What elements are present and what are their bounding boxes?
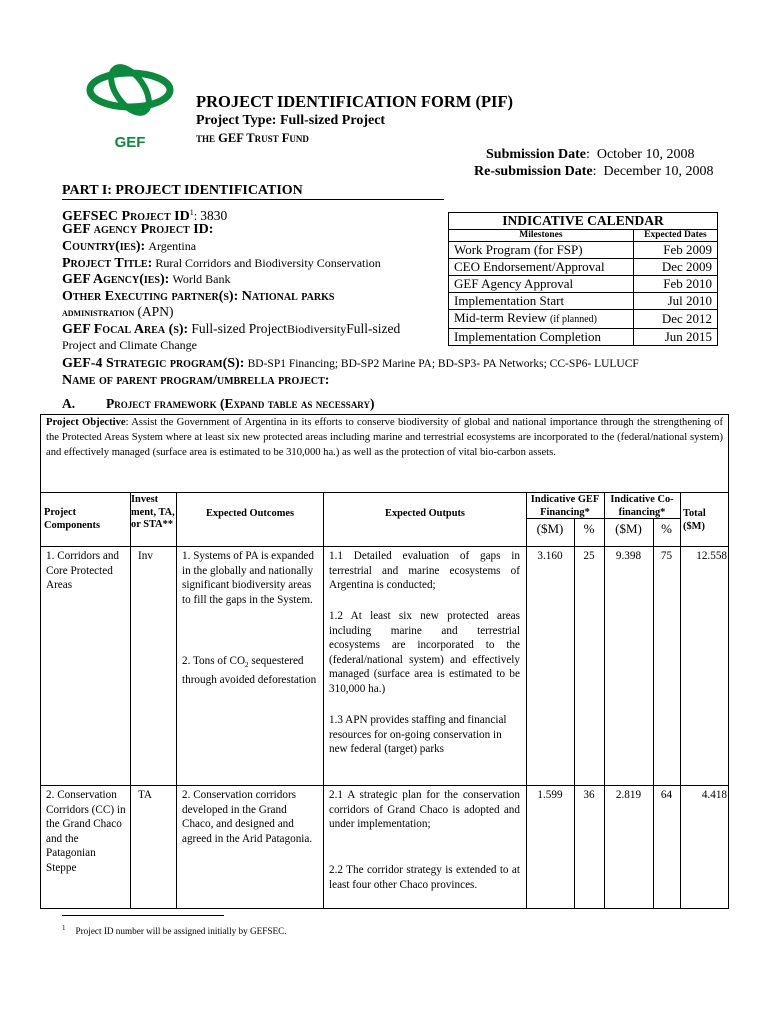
- col-header-gef-pct: %: [583, 521, 595, 536]
- country-value: Argentina: [148, 239, 197, 253]
- row2-output-1: 2.1 A strategic plan for the conservation corridors of Grand Chaco is adopted and under implementation;: [329, 789, 520, 831]
- agency-project-id: [62, 221, 452, 238]
- row2-gef-pct: 36: [583, 789, 595, 801]
- row2-cofin-m: 2.819: [615, 789, 642, 801]
- row1-outcome-2-rest: sequestered through avoided deforestation: [182, 655, 317, 686]
- calendar-milestone: Work Program (for FSP): [449, 242, 634, 259]
- col-header-gef-sm: ($M): [536, 521, 564, 536]
- row1-cofin-m: 9.398: [615, 550, 642, 562]
- row2-output-2: 2.2 The corridor strategy is extended to at least four other Chaco provinces.: [329, 864, 520, 891]
- parent-program-label: Name of parent program/umbrella project:: [62, 373, 330, 388]
- objective-label: Project Objective: [46, 417, 126, 428]
- table-divider: [680, 493, 681, 909]
- objective-text: : Assist the Government of Argentina in its efforts to conserve biodiversity of global and national importance through the strengthening of the Protected Areas System where at least six new protected areas including marine and terrestrial ecosystems are incorporated to the (federal/national system) and effectively managed (surface area is estimated to be 310,000 ha.) as well as the protection of vital bio-carbon assets.: [46, 417, 723, 458]
- row1-output-2: 1.2 At least six new protected areas including marine and terrestrial ecosystems are incorporated to the (federal/national system) and effectively managed (surface area is estimated to be 310,000 ha.): [329, 610, 520, 695]
- calendar-milestone: GEF Agency Approval: [449, 276, 634, 293]
- col-header-gef-financing: Indicative GEF Financing*: [530, 494, 600, 518]
- row1-outcome-2-text: 2. Tons of CO: [182, 655, 246, 667]
- col-header-cofin-sm: ($M): [615, 521, 642, 536]
- focal-area-label: GEF Focal Area (s):: [62, 322, 189, 337]
- part1-underline: [62, 199, 444, 200]
- col-header-cofin-pct: %: [661, 521, 672, 536]
- project-objective: [40, 414, 729, 493]
- table-divider: [40, 546, 729, 547]
- project-title: [62, 255, 452, 272]
- submission-label: Submission Date: [486, 147, 586, 162]
- calendar-col-dates: Expected Dates: [633, 230, 717, 242]
- row2-gef-m: 1.599: [537, 789, 563, 801]
- calendar-date: Jun 2015: [633, 329, 717, 346]
- gefsec-footnote-ref: 1: [189, 208, 194, 217]
- footnote-number: 1: [62, 924, 66, 932]
- row2-outcome-1: 2. Conservation corridors developed in the Grand Chaco, and designed and agreed in the Arid Patagonia.: [182, 789, 313, 845]
- parent-program: [62, 372, 329, 389]
- gef-logo: [82, 62, 178, 152]
- calendar-milestone-note: (if planned): [550, 314, 597, 325]
- focal-area-cont: [62, 337, 452, 353]
- table-divider: [130, 493, 131, 909]
- other-partner-label: Other Executing partner(s): National parks: [62, 289, 335, 304]
- row1-gef-m: 3.160: [537, 550, 563, 562]
- calendar-date: Jul 2010: [633, 293, 717, 310]
- row2-cofin-pct: 64: [660, 789, 673, 801]
- row1-total: 12.558: [696, 550, 727, 562]
- gef-agency: [62, 271, 452, 288]
- other-executing-partner-cont: [62, 304, 452, 320]
- row2-component: 2. Conservation Corridors (CC) in the Grand Chaco and the Patagonian Steppe: [46, 789, 126, 874]
- agency-id-label: GEF agency Project ID:: [62, 222, 214, 237]
- row1-type: Inv: [138, 550, 153, 562]
- section-a-heading: [62, 396, 375, 412]
- calendar-title: INDICATIVE CALENDAR: [449, 213, 718, 230]
- col-header-investment: Invest ment, TA, or STA**: [131, 494, 175, 530]
- calendar-row: [449, 329, 718, 346]
- gef-agency-label: GEF Agency(ies):: [62, 272, 170, 287]
- calendar-row: [449, 293, 718, 310]
- table-divider: [323, 493, 324, 909]
- focal-area-value-2: Biodiversity: [286, 322, 347, 336]
- footnote-text: Project ID number will be assigned initially by GEFSEC.: [75, 926, 287, 937]
- calendar-date: Feb 2010: [633, 276, 717, 293]
- submission-value: October 10, 2008: [596, 147, 695, 162]
- project-title-value: Rural Corridors and Biodiversity Conservation: [155, 256, 381, 270]
- focal-area: [62, 321, 452, 338]
- table-divider: [176, 493, 177, 909]
- row1-outcome-2: [182, 654, 320, 687]
- calendar-row: [449, 242, 718, 259]
- calendar-row: [449, 276, 718, 293]
- calendar-milestone: Implementation Completion: [449, 329, 634, 346]
- strategic-program-label: GEF-4 Strategic program(S):: [62, 356, 245, 371]
- calendar-date: Dec 2012: [633, 310, 717, 329]
- row1-output-1: 1.1 Detailed evaluation of gaps in terrestrial and marine ecosystems of Argentina is conducted;: [329, 550, 520, 592]
- indicative-calendar: [448, 212, 718, 346]
- calendar-date: Feb 2009: [633, 242, 717, 259]
- row1-component: 1. Corridors and Core Protected Areas: [46, 550, 120, 592]
- submission-date: Submission Date: October 10, 2008: [486, 147, 695, 162]
- calendar-col-milestones: Milestones: [449, 230, 634, 242]
- section-a-title: Project framework (Expand table as necessary): [106, 396, 375, 411]
- row2-type: TA: [138, 789, 153, 801]
- resubmission-date: Re-submission Date: December 10, 2008: [474, 164, 714, 179]
- project-title-label: Project Title:: [62, 256, 153, 271]
- calendar-milestone: Implementation Start: [449, 293, 634, 310]
- gefsec-project-id: GEFSEC Project $ID^1$: 3830: [62, 208, 228, 225]
- focal-area-value-4: Project and Climate Change: [62, 338, 197, 352]
- gefsec-value: 3830: [200, 208, 228, 224]
- section-a-letter: A.: [62, 396, 76, 411]
- trust-fund: the GEF Trust Fund: [196, 131, 309, 145]
- calendar-row: [449, 310, 718, 329]
- calendar-row: [449, 259, 718, 276]
- focal-area-value-3: Full-sized: [346, 321, 401, 336]
- table-divider: [653, 518, 654, 909]
- project-type: Project Type: Full-sized Project: [196, 113, 386, 128]
- footnote-rule: [62, 915, 224, 916]
- calendar-date: Dec 2009: [633, 259, 717, 276]
- resubmission-label: Re-submission Date: [474, 164, 593, 179]
- table-divider: [574, 518, 575, 909]
- calendar-milestone: [449, 310, 634, 329]
- footnote: [62, 924, 287, 936]
- table-divider: [40, 785, 729, 786]
- gefsec-label: GEFSEC Project ID: [62, 209, 190, 225]
- other-partner-value: (APN): [137, 304, 174, 319]
- col-header-cofinancing: Indicative Co-financing*: [610, 494, 674, 518]
- country-label: Country(ies):: [62, 239, 146, 254]
- calendar-milestone-text: Mid-term Review: [454, 310, 551, 325]
- row1-outcome-2-sub: 2: [245, 661, 249, 670]
- row2-total: 4.418: [701, 789, 727, 801]
- row1-cofin-pct: 75: [660, 550, 673, 562]
- row1-output-3: 1.3 APN provides staffing and financial resources for on-going conservation in new federal (target) parks: [329, 714, 507, 756]
- gef-agency-value: World Bank: [172, 272, 231, 286]
- form-title: PROJECT IDENTIFICATION FORM (PIF): [196, 92, 514, 111]
- col-header-outcomes: Expected Outcomes: [205, 508, 295, 519]
- calendar-milestone: CEO Endorsement/Approval: [449, 259, 634, 276]
- other-partner-label-cont: administration: [62, 305, 135, 319]
- focal-area-value-1: Full-sized Project: [191, 321, 287, 336]
- col-header-components: Project Components: [44, 507, 101, 531]
- country: [62, 238, 452, 255]
- strategic-program: [62, 355, 639, 372]
- strategic-program-value: BD-SP1 Financing; BD-SP2 Marine PA; BD-SP3- PA Networks; CC-SP6- LULUCF: [247, 358, 639, 370]
- part1-heading: PART I: PROJECT IDENTIFICATION: [62, 183, 303, 198]
- row1-outcome-1: 1. Systems of PA is expanded in the globally and nationally significant biodiversity areas to fill the gaps in the System.: [182, 550, 314, 606]
- logo-text: GEF: [114, 134, 146, 151]
- col-header-total: Total ($M): [683, 508, 706, 532]
- col-header-outputs: Expected Outputs: [385, 508, 465, 519]
- row1-gef-pct: 25: [583, 550, 595, 562]
- other-executing-partner: [62, 288, 452, 305]
- resubmission-value: December 10, 2008: [603, 164, 714, 179]
